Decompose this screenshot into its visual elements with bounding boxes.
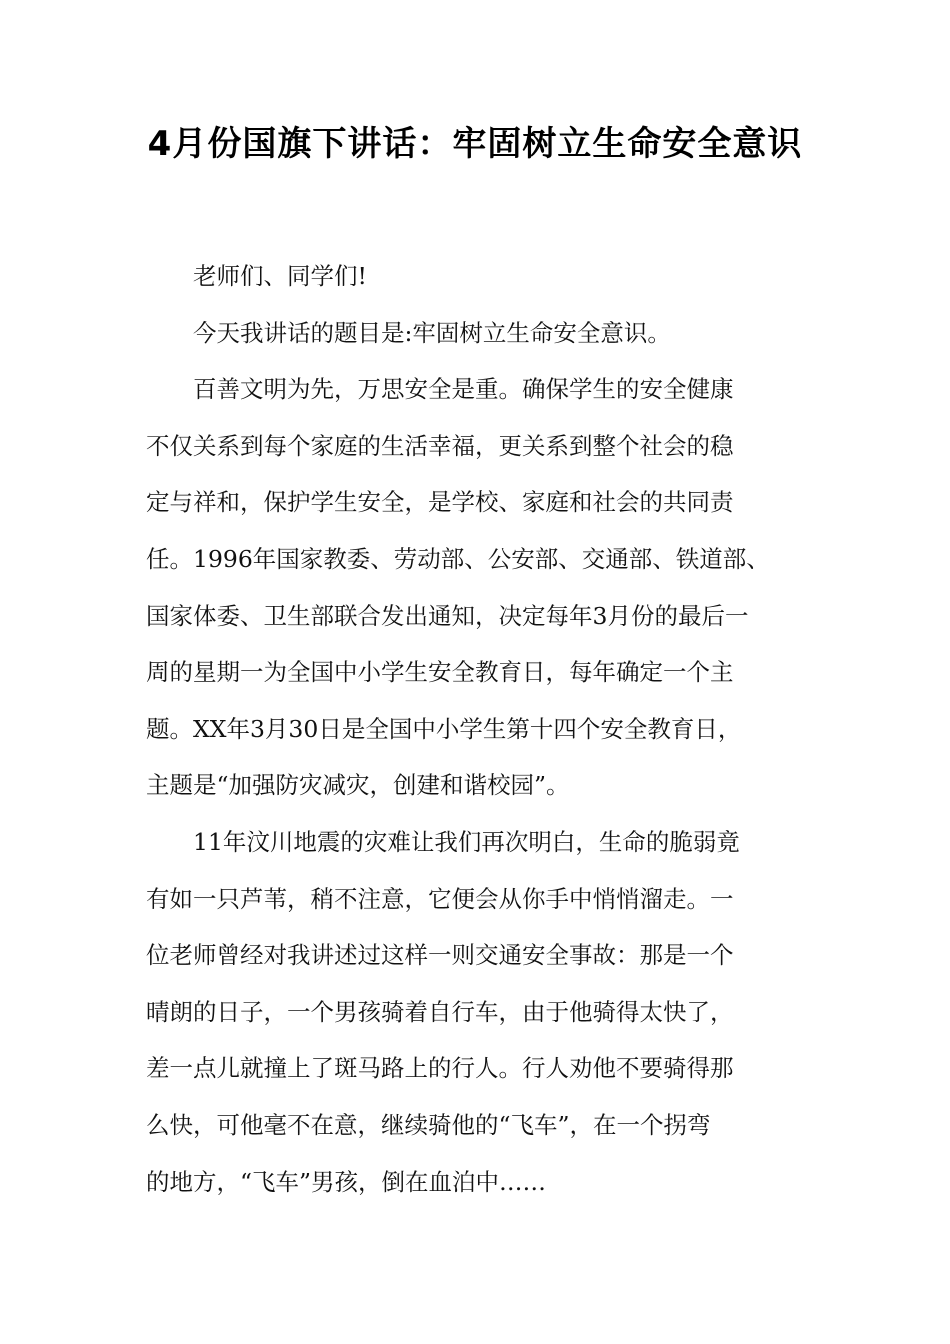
text-line: 主题是“加强防灾减灾，创建和谐校园”。: [146, 771, 570, 800]
text-line: 有如一只芦苇，稍不注意，它便会从你手中悄悄溜走。一: [146, 884, 734, 913]
paragraph-greeting: [146, 248, 814, 305]
paragraph-safety-day: [146, 361, 814, 814]
text-line: 差一点儿就撞上了斑马路上的行人。行人劝他不要骑得那: [146, 1054, 734, 1083]
text-line: 定与祥和，保护学生安全，是学校、家庭和社会的共同责: [146, 488, 734, 517]
text-line: 11年汶川地震的灾难让我们再次明白，生命的脆弱竟: [193, 827, 740, 856]
text-line: 今天我讲话的题目是:牢固树立生命安全意识。: [193, 318, 671, 347]
paragraph-topic: [146, 305, 814, 362]
text-line: 晴朗的日子，一个男孩骑着自行车，由于他骑得太快了，: [146, 997, 734, 1026]
paragraph-accident-story: [146, 814, 814, 1210]
document-title: 4月份国旗下讲话：牢固树立生命安全意识: [147, 124, 803, 164]
text-line: 国家体委、卫生部联合发出通知，决定每年3月份的最后一: [146, 601, 749, 630]
text-line: 么快，可他毫不在意，继续骑他的“飞车”，在一个拐弯: [146, 1110, 711, 1139]
text-line: 周的星期一为全国中小学生安全教育日，每年确定一个主: [146, 658, 734, 687]
text-line: 位老师曾经对我讲述过这样一则交通安全事故：那是一个: [146, 941, 734, 970]
text-line: 任。1996年国家教委、劳动部、公安部、交通部、铁道部、: [146, 544, 770, 573]
text-line: 题。XX年3月30日是全国中小学生第十四个安全教育日，: [146, 714, 742, 743]
document-body: [146, 248, 814, 1210]
text-line: 的地方，“飞车”男孩，倒在血泊中……: [146, 1167, 547, 1196]
text-line: 不仅关系到每个家庭的生活幸福，更关系到整个社会的稳: [146, 431, 734, 460]
text-line: 百善文明为先，万思安全是重。确保学生的安全健康: [193, 375, 734, 404]
text-line: 老师们、同学们!: [193, 262, 367, 290]
